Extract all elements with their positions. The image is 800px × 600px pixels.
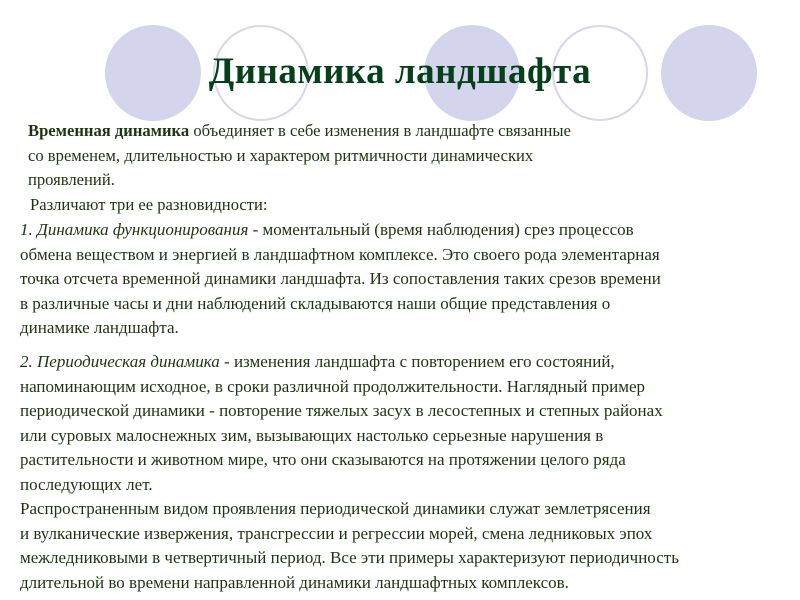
item2-line-1	[20, 350, 800, 375]
intro-paragraph	[28, 119, 728, 217]
item1-line-4: в различные часы и дни наблюдений складываются наши общие представления о	[20, 293, 611, 313]
item2-line-9: межледниковыми в четвертичный период. Все эти примеры характеризуют периодичность	[20, 548, 679, 567]
intro-line-2: со временем, длительностью и характером ритмичности динамических	[28, 145, 534, 165]
intro-term: Временная динамика	[28, 121, 190, 140]
item2-line-3: периодической динамики - повторение тяжелых засух в лесостепных и степных районах	[20, 401, 663, 420]
intro-line-3: проявлений.	[28, 170, 115, 189]
item-functioning-paragraph	[20, 218, 790, 341]
item2-term: 2. Периодическая динамика	[20, 352, 220, 371]
item1-line-3: точка отсчета временной динамики ландшафта. Из сопоставления таких срезов времени	[20, 269, 661, 288]
item1-line-2: обмена веществом и энергией в ландшафтном комплексе. Это своего рода элементарная	[20, 244, 660, 264]
intro-line-4: Различают три ее разновидности:	[30, 194, 268, 214]
intro-line-1	[28, 119, 728, 144]
item-periodic-paragraph	[20, 350, 800, 595]
intro-line-1-text: объединяет в себе изменения в ландшафте связанные	[189, 121, 571, 140]
item2-line-1-text: - изменения ландшафта с повторением его состояний,	[219, 352, 615, 371]
item2-line-7: Распространенным видом проявления периодической динамики служат землетрясения	[20, 499, 651, 518]
item1-line-1	[20, 218, 790, 243]
slide-title: Динамика ландшафта	[208, 51, 592, 92]
item1-term: 1. Динамика функционирования	[20, 220, 249, 239]
item2-line-5: растительности и животном мире, что они сказываются на протяжении целого ряда	[20, 450, 626, 469]
item1-line-5: динамике ландшафта.	[20, 318, 179, 337]
item2-line-4: или суровых малоснежных зим, вызывающих настолько серьезные нарушения в	[20, 425, 604, 445]
item2-line-2: напоминающим исходное, в сроки различной продолжительности. Наглядный пример	[20, 376, 646, 396]
item2-line-8: и вулканические извержения, трансгрессии и регрессии морей, смена ледниковых эпох	[20, 523, 653, 543]
item2-line-10: длительной во времени направленной динамики ландшафтных комплексов.	[20, 572, 569, 592]
item2-line-6: последующих лет.	[20, 474, 153, 494]
item1-line-1-text: - моментальный (время наблюдения) срез процессов	[248, 220, 634, 239]
